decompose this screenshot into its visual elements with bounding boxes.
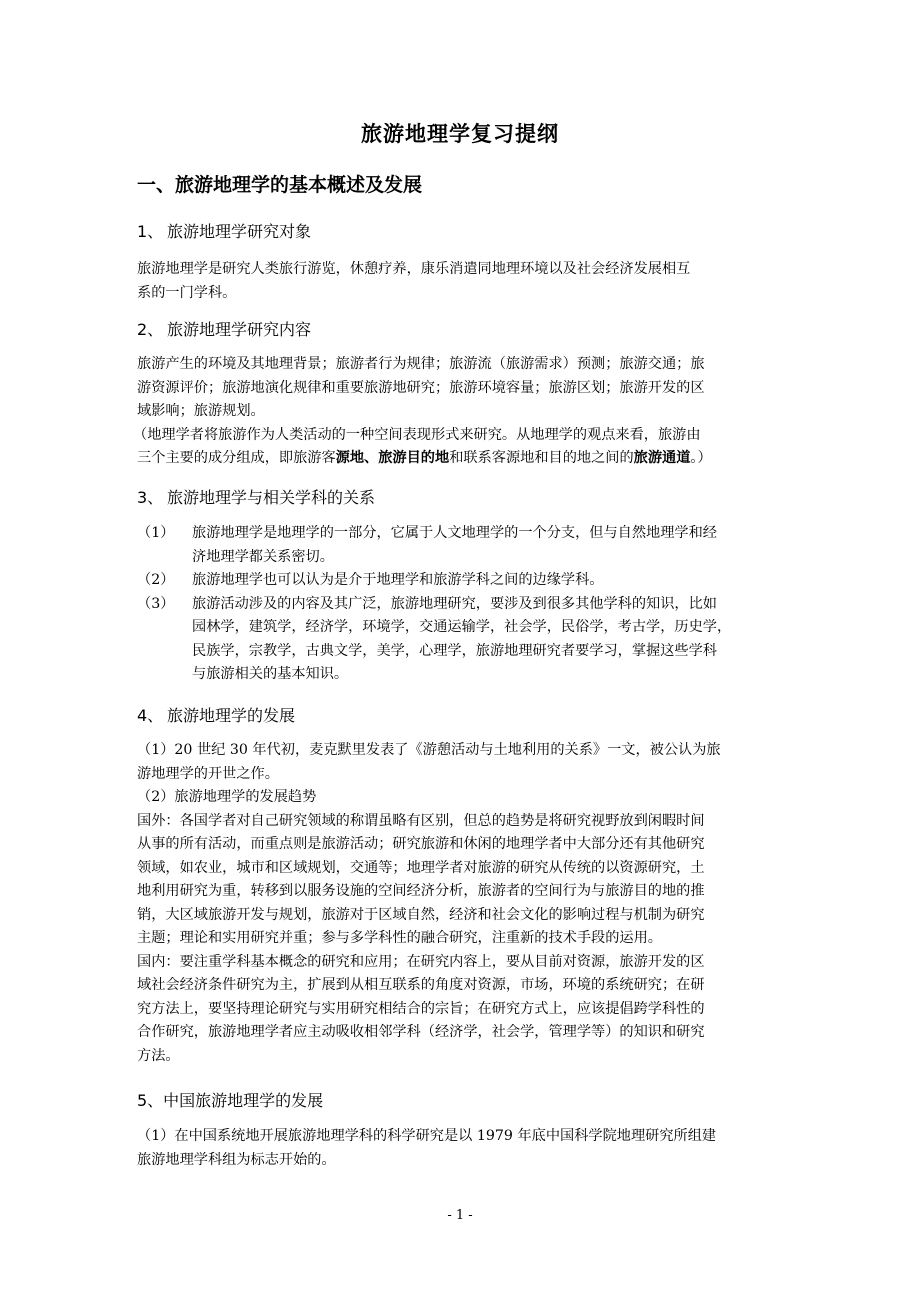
subsection-heading-3 <box>137 485 375 508</box>
text-line: 园林学，建筑学，经济学，环境学，交通运输学，社会学，民俗学，考古学，历史学， <box>192 619 732 635</box>
emphasis-transit-route: 旅游通道 <box>633 450 691 466</box>
subsection-heading-1 <box>137 219 311 242</box>
related-disciplines-list <box>137 522 792 687</box>
subsection-number: 1、 <box>137 222 164 241</box>
text-line: 国内：要注重学科基本概念的研究和应用；在研究内容上，要从目前对资源，旅游开发的区 <box>137 953 705 970</box>
text-line: 旅游地理学是研究人类旅行游览，休憩疗养，康乐消遣同地理环境以及社会经济发展相互 <box>137 261 691 277</box>
text-line: （1）在中国系统地开展旅游地理学科的科学研究是以 1979 年底中国科学院地理研究所组建 <box>137 1128 717 1144</box>
subsection-heading-2 <box>137 317 311 340</box>
paragraph-china-development <box>137 1125 787 1172</box>
text-segment: 三个主要的成分组成，即旅游客 <box>137 450 336 466</box>
subsection-title: 旅游地理学研究内容 <box>167 320 312 339</box>
text-line: 旅游产生的环境及其地理背景；旅游者行为规律；旅游流（旅游需求）预测；旅游交通；旅 <box>137 356 705 372</box>
paragraph-development <box>137 739 787 1068</box>
list-item <box>137 593 792 687</box>
text-line: 从事的所有活动，而重点则是旅游活动；研究旅游和休闲的地理学者中大部分还有其他研究 <box>137 836 705 852</box>
subsection-heading-4 <box>137 703 295 726</box>
text-line: （2）旅游地理学的发展趋势 <box>137 789 317 805</box>
document-title: 旅游地理学复习提纲 <box>361 122 559 146</box>
subsection-heading-5: 5、中国旅游地理学的发展 <box>137 1091 324 1110</box>
subsection-title: 旅游地理学研究对象 <box>167 222 312 241</box>
text-line: 系的一门学科。 <box>137 284 237 301</box>
subsection-number: 2、 <box>137 320 164 339</box>
subsection-number: 4、 <box>137 706 164 725</box>
paragraph-research-content <box>133 353 787 471</box>
text-line: 旅游地理学也可以认为是介于地理学和旅游学科之间的边缘学科。 <box>192 572 604 588</box>
text-line: （1）20 世纪 30 年代初，麦克默里发表了《游憩活动与土地利用的关系》一文，被公认为旅 <box>137 742 721 758</box>
text-line: 地利用研究为重，转移到以服务设施的空间经济分析，旅游者的空间行为与旅游目的地的推 <box>137 883 705 899</box>
text-line: （地理学者将旅游作为人类活动的一种空间表现形式来研究。从地理学的观点来看，旅游由 <box>133 426 701 443</box>
text-line: 领域，如农业，城市和区域规划，交通等；地理学者对旅游的研究从传统的以资源研究，土 <box>137 859 705 876</box>
emphasis-separator: 、 <box>364 450 379 466</box>
section-heading-1: 一、旅游地理学的基本概述及发展 <box>137 174 423 196</box>
subsection-title: 旅游地理学的发展 <box>167 706 296 725</box>
subsection-title: 旅游地理学与相关学科的关系 <box>167 488 376 507</box>
page-number: - 1 - <box>447 1208 473 1223</box>
list-marker: （3） <box>137 595 175 612</box>
text-line: 域影响；旅游规划。 <box>137 403 265 419</box>
text-line: 民族学，宗教学，古典文学，美学，心理学，旅游地理研究者要学习，掌握这些学科 <box>192 642 717 659</box>
subsection-number: 3、 <box>137 488 164 507</box>
text-line: 与旅游相关的基本知识。 <box>192 666 349 682</box>
text-segment: 。） <box>690 450 712 466</box>
emphasis-destination: 旅游目的地 <box>378 450 450 466</box>
list-marker: （2） <box>137 572 175 588</box>
text-line: 旅游活动涉及的内容及其广泛，旅游地理研究，要涉及到很多其他学科的知识，比如 <box>192 595 717 612</box>
text-line: 国外：各国学者对自己研究领域的称谓虽略有区别，但总的趋势是将研究视野放到闲暇时间 <box>137 812 705 829</box>
list-marker: （1） <box>137 525 175 541</box>
text-line: 方法。 <box>137 1047 180 1064</box>
list-item <box>137 522 792 569</box>
text-line-with-emphasis <box>137 447 787 471</box>
text-line: 游地理学的开世之作。 <box>137 765 279 782</box>
text-line: 游资源评价；旅游地演化规律和重要旅游地研究；旅游环境容量；旅游区划；旅游开发的区 <box>137 379 705 396</box>
text-line: 主题；理论和实用研究并重；参与多学科性的融合研究，注重新的技术手段的运用。 <box>137 930 662 946</box>
text-line: 旅游地理学是地理学的一部分，它属于人文地理学的一个分支，但与自然地理学和经 <box>192 525 717 541</box>
text-line: 旅游地理学科组为标志开始的。 <box>137 1151 336 1168</box>
list-item <box>137 569 792 593</box>
text-line: 究方法上，要坚持理论研究与实用研究相结合的宗旨；在研究方式上，应该提倡跨学科性的 <box>137 1000 705 1017</box>
text-line: 合作研究，旅游地理学者应主动吸收相邻学科（经济学，社会学，管理学等）的知识和研究 <box>137 1024 705 1040</box>
paragraph-research-object <box>137 258 787 305</box>
text-line: 销，大区域旅游开发与规划，旅游对于区域自然，经济和社会文化的影响过程与机制为研究 <box>137 906 705 923</box>
text-segment: 和联系客源地和目的地之间的 <box>449 450 634 466</box>
emphasis-source-region: 源地 <box>335 450 365 466</box>
text-line: 域社会经济条件研究为主，扩展到从相互联系的角度对资源，市场，环境的系统研究；在研 <box>137 977 705 993</box>
text-line: 济地理学都关系密切。 <box>192 548 334 565</box>
